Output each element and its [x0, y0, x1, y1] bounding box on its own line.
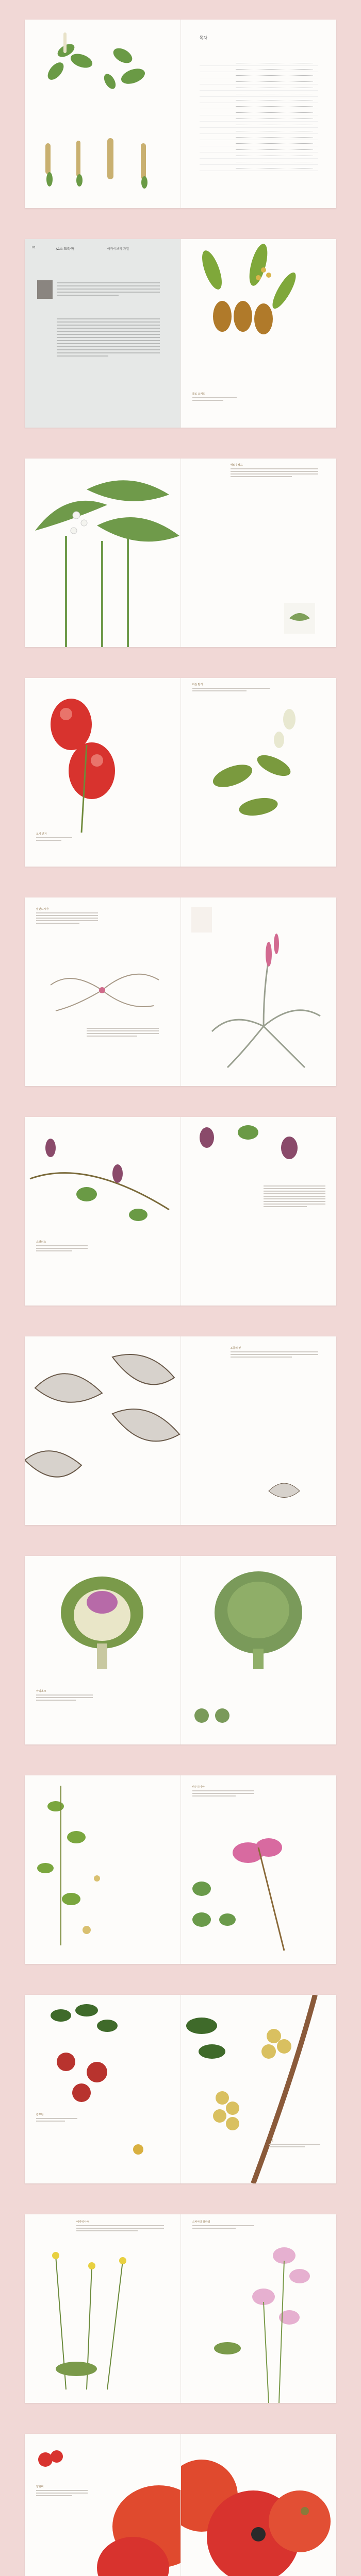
page-table-of-contents: [181, 20, 337, 208]
page-skeleton-leaves: [25, 1336, 181, 1525]
plant-caption: [231, 1347, 318, 1359]
page-poppy-right: [181, 2434, 337, 2576]
caption-title: 클로 오키드: [192, 393, 206, 396]
toc-row: [200, 166, 318, 171]
section-number: 01: [32, 246, 36, 249]
toc-row: [200, 61, 318, 66]
caption-title: 양귀비: [36, 2485, 44, 2488]
toc-row: [200, 141, 318, 146]
page-plant-study: [25, 1775, 181, 1964]
toc-row: [200, 116, 318, 122]
artichoke-illustration: [202, 1561, 315, 1669]
bio-text: [57, 280, 160, 298]
caption-title: 롱간: [268, 2139, 274, 2142]
toc-row: [200, 79, 318, 84]
page-arrowhead: [25, 459, 181, 647]
poppy-right-illustration: [181, 2434, 337, 2576]
plant-caption: [36, 1690, 93, 1702]
page-flower-text: [181, 1117, 337, 1306]
toc-row: [200, 147, 318, 152]
spread-2: [25, 239, 336, 428]
spread-10: [25, 1995, 336, 2183]
caption-title: 바우히니아: [192, 1786, 205, 1789]
skeleton-leaves-illustration: [25, 1336, 180, 1525]
page-tillandsia-text: [25, 897, 181, 1086]
plant-caption: [36, 2113, 77, 2123]
tillandsia-large-illustration: [181, 897, 337, 1086]
plant-caption: [87, 1026, 159, 1038]
spread-1: [25, 20, 336, 208]
plant-caption: [36, 908, 98, 925]
plant-caption: [264, 1184, 325, 1209]
toc-row: [200, 135, 318, 140]
page-poppy-left: [25, 2434, 181, 2576]
toc-title: 목차: [199, 36, 207, 40]
plant-caption: [192, 1786, 254, 1798]
caption-title: 아티초크: [36, 1690, 46, 1693]
caption-title: 에키네시아: [76, 2221, 89, 2224]
plant-caption: [36, 833, 72, 842]
toc-row: [200, 98, 318, 103]
toc-row: [200, 67, 318, 72]
caption-title: 틸란드시아: [36, 908, 49, 911]
page-tillandsia: [181, 897, 337, 1086]
toc-row: [200, 110, 318, 115]
caption-title: 토치 진저: [36, 833, 47, 836]
plant-study-illustration: [25, 1775, 180, 1964]
author-portrait: [37, 280, 53, 299]
plant-caption: [269, 2139, 320, 2149]
caption-title: 스파이더 플라워: [192, 2221, 210, 2224]
page-longan: [181, 1995, 337, 2183]
page-author-intro: [25, 239, 181, 428]
toc-row: [200, 160, 318, 165]
caption-title: 스펠러스: [36, 1241, 46, 1244]
page-illustration-collage: [25, 20, 181, 208]
toc-row: [200, 123, 318, 128]
caption-title: 애로우헤드: [230, 464, 243, 467]
page-orchid: [181, 239, 337, 428]
bauhinia-illustration: [181, 1817, 337, 1961]
spread-6: [25, 1117, 336, 1306]
flower-branch-illustration: [25, 1117, 180, 1306]
page-hidden-lily: [181, 678, 337, 867]
caption-title: 히든 릴리: [192, 683, 203, 686]
spider-flower-illustration: [181, 2214, 337, 2403]
leaf-fragment-thumbnail: [264, 1476, 305, 1506]
toc-row: [200, 104, 318, 109]
toc-row: [200, 73, 318, 78]
artichoke-cross-section: [45, 1566, 159, 1669]
spread-12: [25, 2434, 336, 2576]
bio-text: [57, 316, 160, 359]
spread-3: [25, 459, 336, 647]
page-artichoke: [181, 1556, 337, 1744]
flower-illustration: [186, 1117, 331, 1179]
toc-row: [200, 92, 318, 97]
artichoke-thumbnails: [191, 1705, 233, 1726]
toc-row: [200, 129, 318, 134]
plant-caption: [192, 393, 237, 402]
toc-row: [200, 86, 318, 91]
page-flower-branch: [25, 1117, 181, 1306]
poppy-left-illustration: [25, 2434, 180, 2576]
echinacea-illustration: [25, 2235, 180, 2403]
caption-title: 람부탄: [36, 2113, 44, 2116]
caption-title: 포플러 잎: [230, 1347, 241, 1350]
plant-caption: [231, 464, 318, 479]
spread-8: [25, 1556, 336, 1744]
spread-5: [25, 897, 336, 1086]
plant-caption: [36, 1241, 88, 1253]
page-echinacea: [25, 2214, 181, 2403]
toc-row: [200, 154, 318, 159]
page-artichoke-section: [25, 1556, 181, 1744]
page-skeleton-caption: [181, 1336, 337, 1525]
tillandsia-illustration: [40, 959, 164, 1016]
page-spider-flower: [181, 2214, 337, 2403]
spread-7: [25, 1336, 336, 1525]
spread-11: [25, 2214, 336, 2403]
arrowhead-illustration: [25, 459, 180, 647]
spread-9: [25, 1775, 336, 1964]
page-torch-ginger: [25, 678, 181, 867]
page-rambutan: [25, 1995, 181, 2183]
page-bauhinia: [181, 1775, 337, 1964]
plant-caption: [76, 2221, 164, 2233]
longan-illustration: [181, 1995, 337, 2183]
botanical-collage: [25, 20, 180, 208]
rambutan-illustration: [25, 1995, 180, 2183]
hidden-lily-illustration: [181, 688, 337, 867]
spread-4: [25, 678, 336, 867]
page-arrowhead-caption: [181, 459, 337, 647]
author-subtitle: 아카이브의 과일: [107, 248, 129, 251]
author-name: 로스 드라마: [56, 247, 74, 251]
arrowhead-thumbnail: [284, 603, 315, 634]
